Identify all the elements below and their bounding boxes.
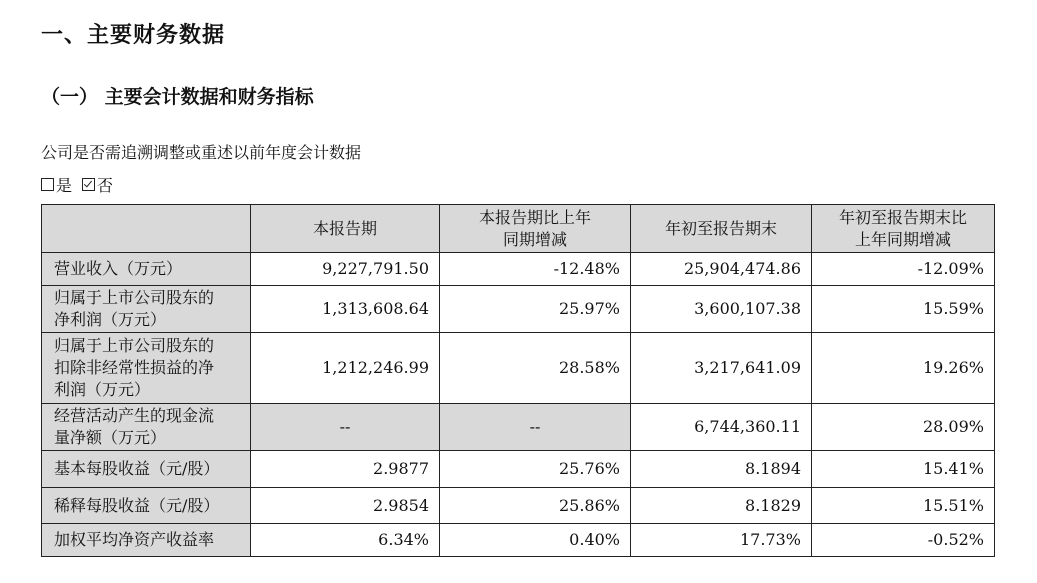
value-cell: 25.86% bbox=[440, 488, 631, 524]
row-label-line: 利润（万元） bbox=[54, 380, 151, 399]
value-cell: 9,227,791.50 bbox=[251, 253, 440, 286]
row-label-line: 扣除非经常性损益的净 bbox=[54, 358, 215, 377]
value-cell: 2.9877 bbox=[251, 451, 440, 488]
value-cell: -12.48% bbox=[440, 253, 631, 286]
section-heading: 一、主要财务数据 bbox=[41, 22, 226, 48]
row-label-line: 归属于上市公司股东的 bbox=[54, 336, 215, 355]
row-label-line: 净利润（万元） bbox=[54, 310, 167, 329]
table-row bbox=[42, 333, 995, 404]
value-cell: 19.26% bbox=[812, 333, 995, 404]
row-label-line: 稀释每股收益（元/股） bbox=[54, 495, 220, 515]
row-label bbox=[42, 333, 251, 404]
row-label bbox=[42, 286, 251, 333]
value-cell: 2.9854 bbox=[251, 488, 440, 524]
financial-data-table bbox=[41, 204, 995, 557]
table-row bbox=[42, 286, 995, 333]
header-empty-cell bbox=[42, 205, 251, 253]
value-cell: 15.51% bbox=[812, 488, 995, 524]
value-cell: 8.1894 bbox=[631, 451, 812, 488]
value-cell: 3,217,641.09 bbox=[631, 333, 812, 404]
value-cell: 25.76% bbox=[440, 451, 631, 488]
header-line: 本报告期比上年 bbox=[478, 207, 591, 227]
header-ytd-change bbox=[812, 205, 995, 253]
header-ytd: 年初至报告期末 bbox=[631, 205, 812, 253]
header-line: 上年同期增减 bbox=[854, 229, 951, 249]
value-cell: -12.09% bbox=[812, 253, 995, 286]
restatement-question: 公司是否需追溯调整或重述以前年度会计数据 bbox=[41, 143, 362, 162]
table-row bbox=[42, 253, 995, 286]
row-label-line: 经营活动产生的现金流 bbox=[54, 406, 215, 425]
table-row bbox=[42, 451, 995, 488]
value-cell: 0.40% bbox=[440, 524, 631, 557]
value-cell: 6,744,360.11 bbox=[631, 404, 812, 451]
header-line: 同期增减 bbox=[502, 229, 567, 249]
table-row bbox=[42, 488, 995, 524]
checkbox-yes-icon[interactable] bbox=[41, 178, 54, 191]
value-cell: 25.97% bbox=[440, 286, 631, 333]
row-label-line: 量净额（万元） bbox=[54, 428, 167, 447]
value-cell: -0.52% bbox=[812, 524, 995, 557]
table-row bbox=[42, 524, 995, 557]
checkbox-no-checked-icon[interactable] bbox=[82, 178, 95, 191]
option-yes-label: 是 bbox=[56, 176, 73, 195]
row-label bbox=[42, 404, 251, 451]
value-cell: -- bbox=[440, 404, 631, 451]
row-label bbox=[42, 488, 251, 524]
row-label-line: 营业收入（万元） bbox=[54, 259, 183, 278]
value-cell: 17.73% bbox=[631, 524, 812, 557]
value-cell: 8.1829 bbox=[631, 488, 812, 524]
restatement-options bbox=[41, 173, 113, 196]
row-label-line: 加权平均净资产收益率 bbox=[54, 530, 215, 549]
header-current-period-change bbox=[440, 205, 631, 253]
row-label-line: 归属于上市公司股东的 bbox=[54, 288, 215, 307]
option-no-label: 否 bbox=[97, 176, 114, 195]
row-label bbox=[42, 524, 251, 557]
value-cell: 1,212,246.99 bbox=[251, 333, 440, 404]
header-line: 年初至报告期末比 bbox=[838, 207, 967, 227]
value-cell: 1,313,608.64 bbox=[251, 286, 440, 333]
header-current-period: 本报告期 bbox=[251, 205, 440, 253]
row-label bbox=[42, 451, 251, 488]
value-cell: 3,600,107.38 bbox=[631, 286, 812, 333]
value-cell: 25,904,474.86 bbox=[631, 253, 812, 286]
row-label-line: 基本每股收益（元/股） bbox=[54, 459, 220, 478]
value-cell: 6.34% bbox=[251, 524, 440, 557]
row-label bbox=[42, 253, 251, 286]
value-cell: 15.41% bbox=[812, 451, 995, 488]
table-header-row bbox=[42, 205, 995, 253]
subsection-heading: （一） 主要会计数据和财务指标 bbox=[41, 86, 314, 108]
table-row bbox=[42, 404, 995, 451]
value-cell: 28.09% bbox=[812, 404, 995, 451]
value-cell: 28.58% bbox=[440, 333, 631, 404]
value-cell: -- bbox=[251, 404, 440, 451]
value-cell: 15.59% bbox=[812, 286, 995, 333]
